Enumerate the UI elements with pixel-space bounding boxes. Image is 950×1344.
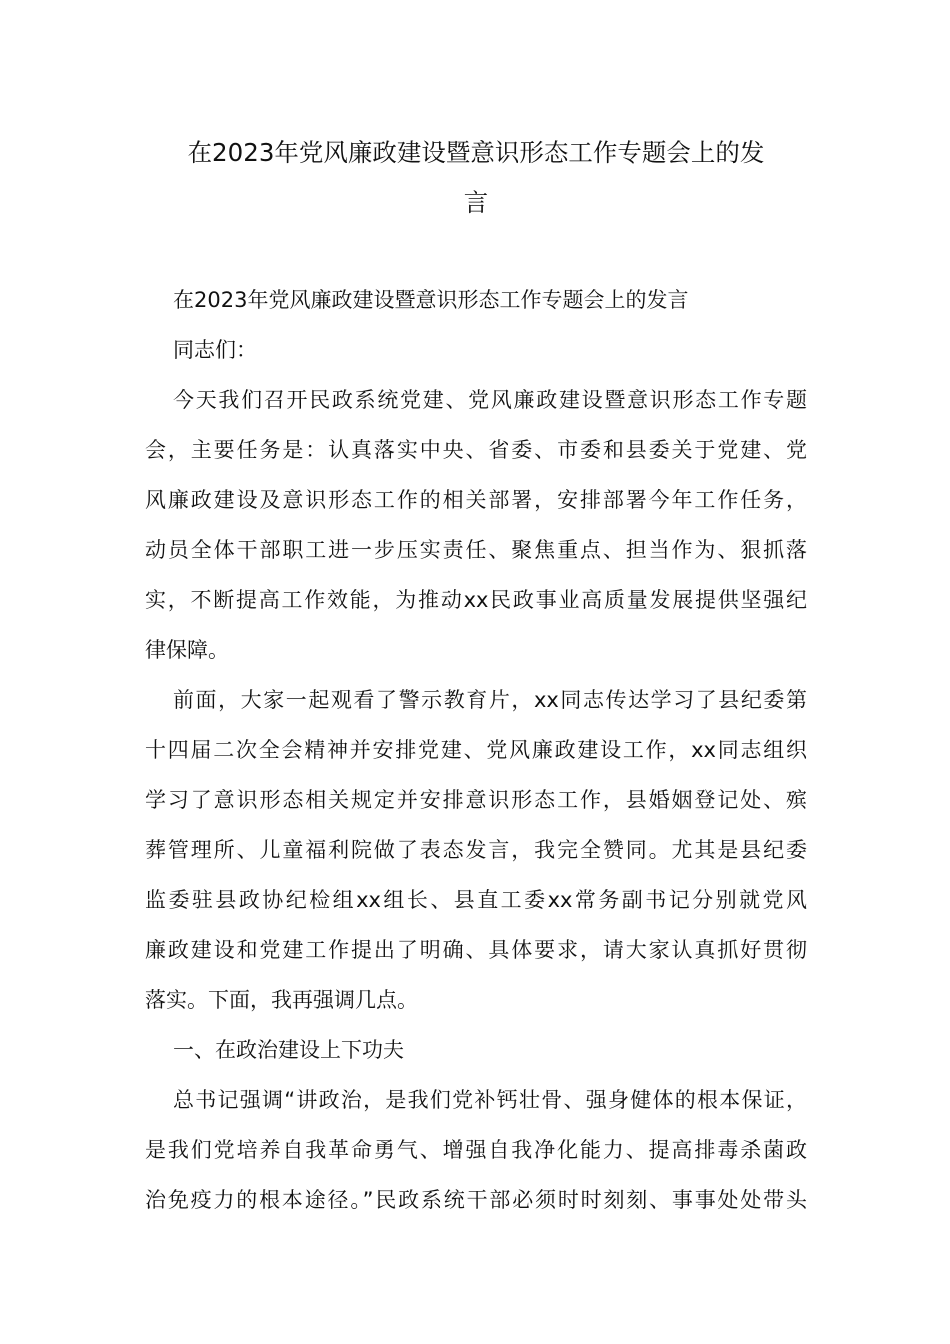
text-line: 葬管理所、儿童福利院做了表态发言，我完全赞同。尤其是县纪委	[145, 838, 807, 862]
text-line: 落实。下面，我再强调几点。	[145, 988, 418, 1012]
text-line: 是我们党培养自我革命勇气、增强自我净化能力、提高排毒杀菌政	[145, 1138, 807, 1162]
text-line: 在2023年党风廉政建设暨意识形态工作专题会上的发言	[173, 288, 689, 312]
section-heading-1	[145, 1025, 807, 1075]
paragraph-intro	[145, 375, 807, 675]
text-line: 廉政建设和党建工作提出了明确、具体要求，请大家认真抓好贯彻	[145, 938, 807, 962]
text-line: 治免疫力的根本途径。”民政系统干部必须时时刻刻、事事处处带头	[145, 1188, 807, 1212]
text-line: 会，主要任务是：认真落实中央、省委、市委和县委关于党建、党	[145, 438, 807, 462]
text-line: 实，不断提高工作效能，为推动xx民政事业高质量发展提供坚强纪	[145, 588, 807, 612]
text-line: 风廉政建设及意识形态工作的相关部署，安排部署今年工作任务，	[145, 488, 807, 512]
text-line: 监委驻县政协纪检组xx组长、县直工委xx常务副书记分别就党风	[145, 888, 807, 912]
paragraph-salutation	[145, 325, 807, 375]
text-line: 前面，大家一起观看了警示教育片，xx同志传达学习了县纪委第	[173, 688, 807, 712]
text-line: 同志们：	[173, 338, 257, 362]
paragraph-review	[145, 675, 807, 1025]
title-line-1: 在2023年党风廉政建设暨意识形态工作专题会上的发	[187, 138, 765, 167]
document-body	[145, 275, 807, 1225]
paragraph-political	[145, 1075, 807, 1225]
text-line: 十四届二次全会精神并安排党建、党风廉政建设工作，xx同志组织	[145, 738, 807, 762]
text-line: 律保障。	[145, 638, 229, 662]
title-line-2: 言	[463, 188, 489, 217]
text-line: 总书记强调“讲政治，是我们党补钙壮骨、强身健体的根本保证，	[173, 1088, 807, 1112]
text-line: 动员全体干部职工进一步压实责任、聚焦重点、担当作为、狠抓落	[145, 538, 807, 562]
text-line: 今天我们召开民政系统党建、党风廉政建设暨意识形态工作专题	[173, 388, 807, 412]
paragraph-subtitle	[145, 275, 807, 325]
text-line: 一、在政治建设上下功夫	[173, 1038, 404, 1062]
document-title	[145, 128, 807, 228]
text-line: 学习了意识形态相关规定并安排意识形态工作，县婚姻登记处、殡	[145, 788, 807, 812]
